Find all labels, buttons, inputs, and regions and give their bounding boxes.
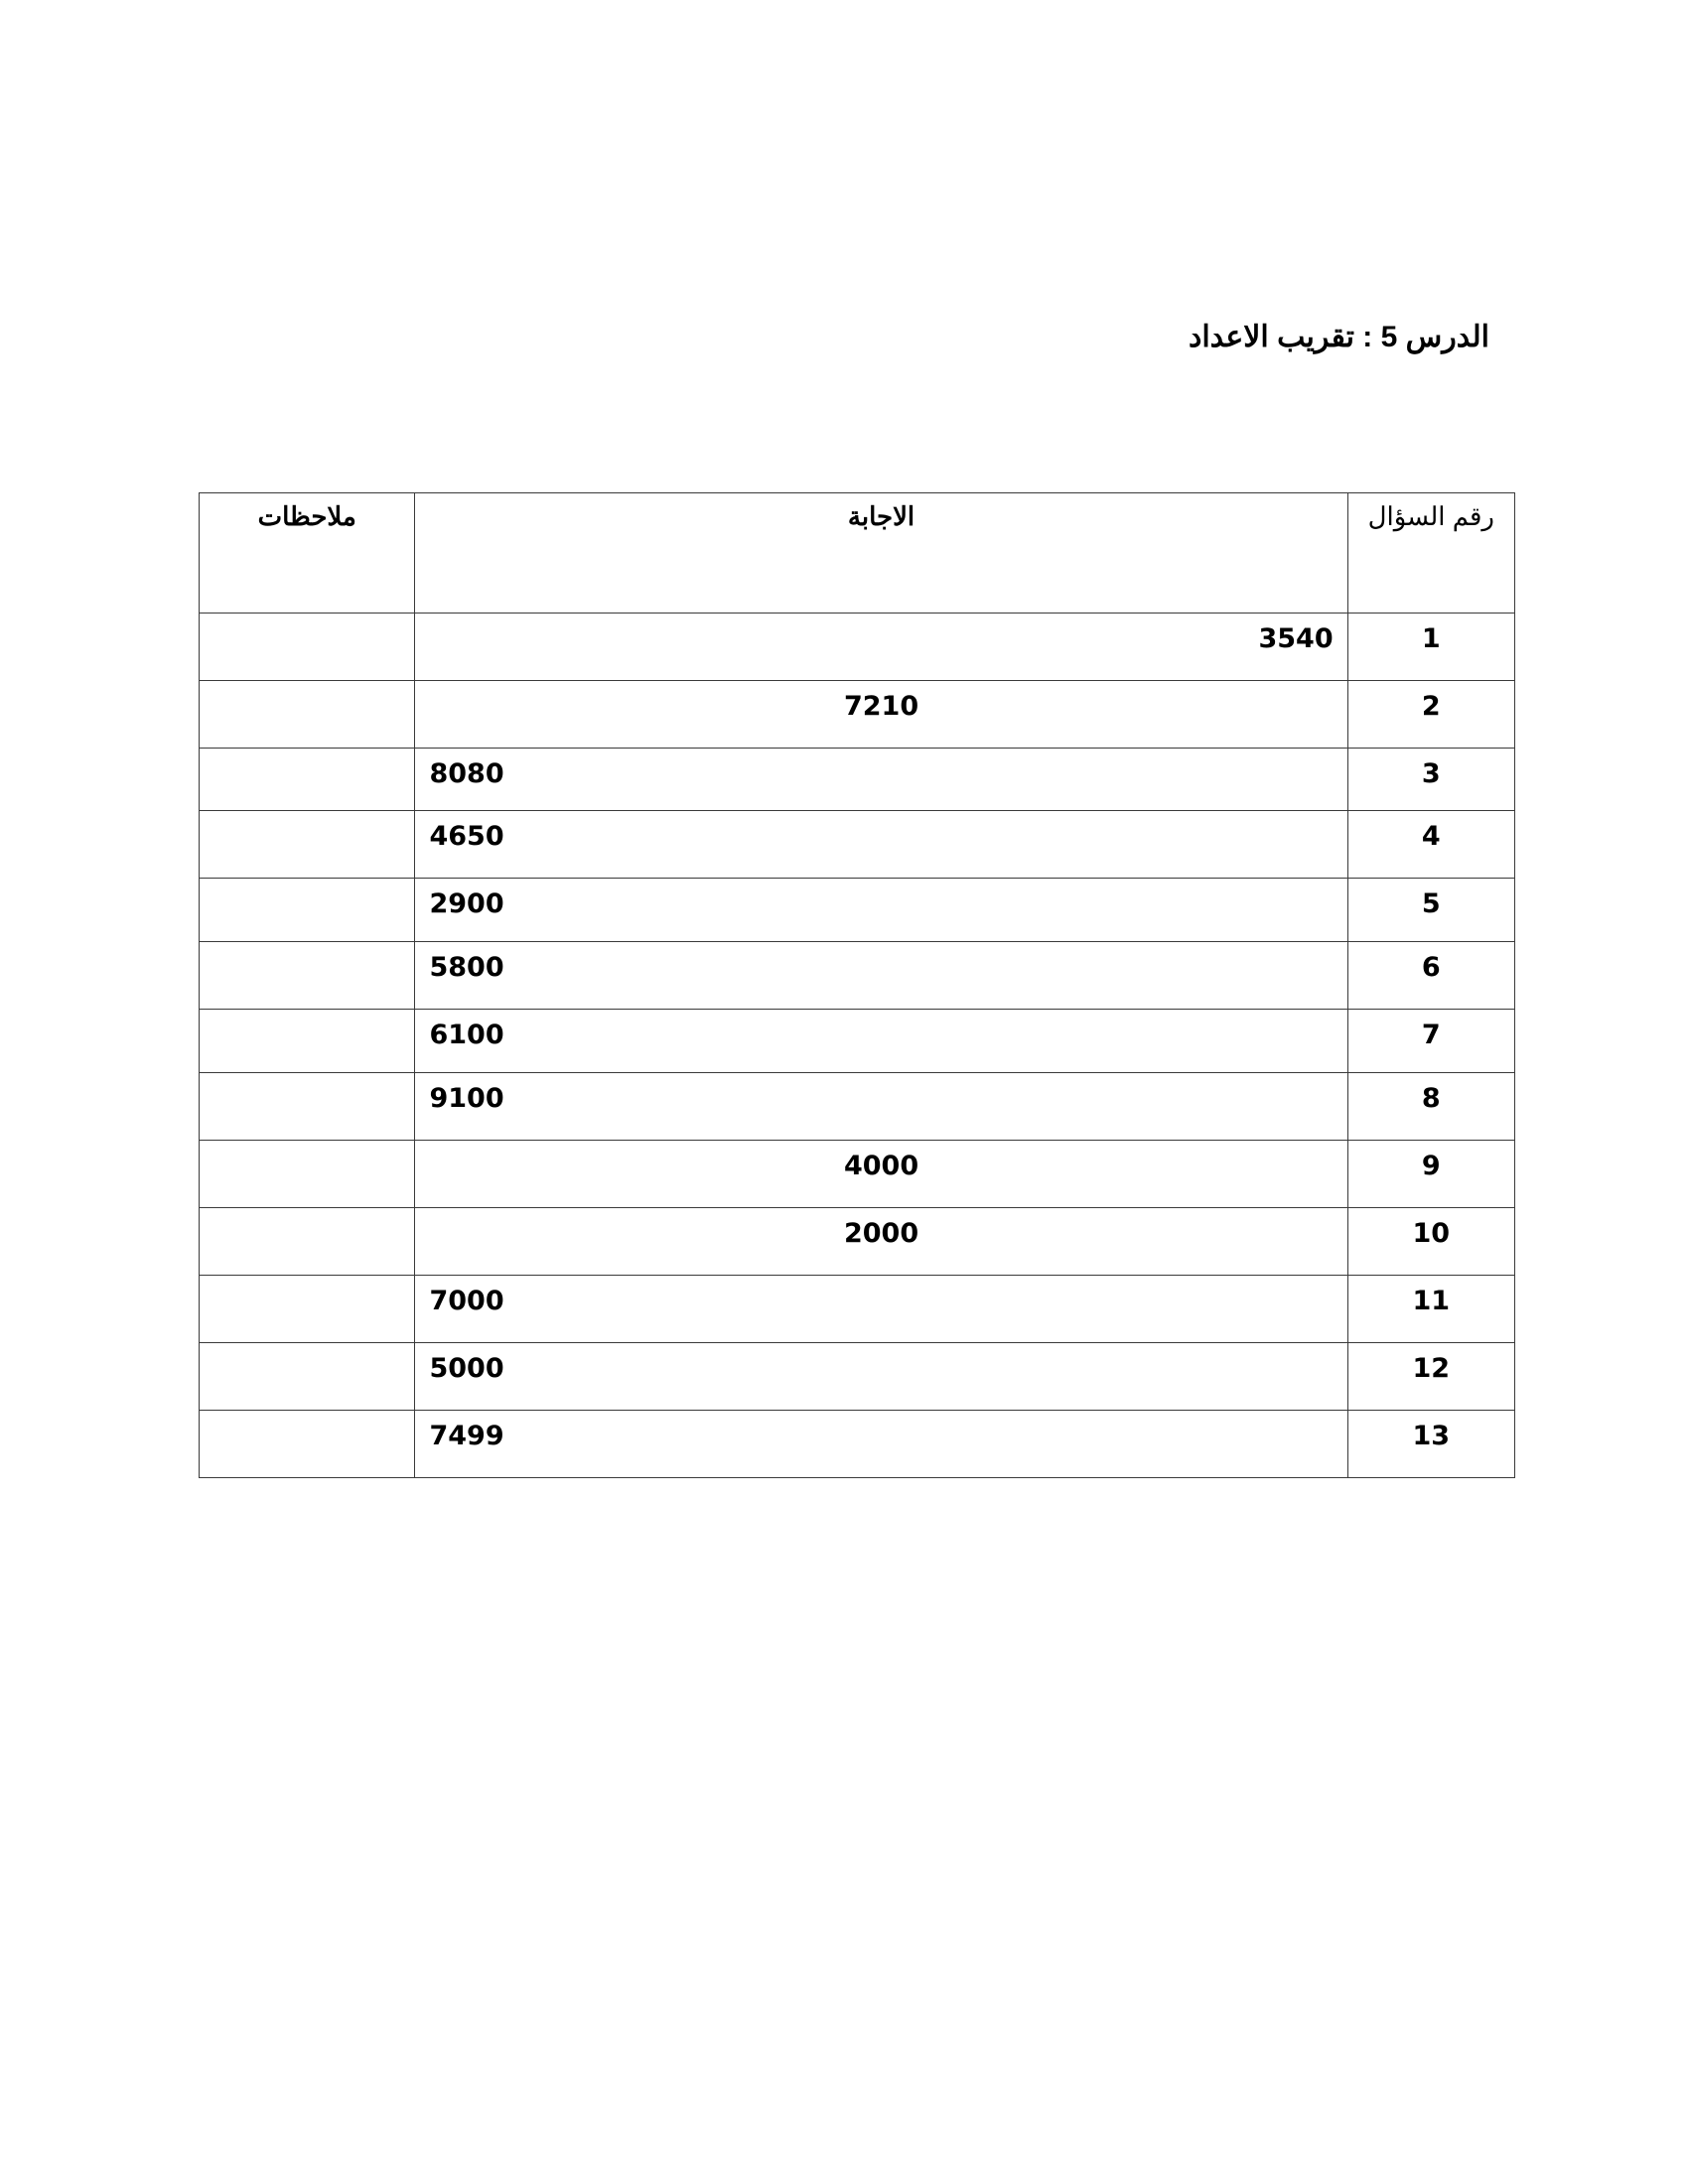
answer-value: 7499 — [429, 1421, 504, 1451]
question-number-cell: 10 — [1347, 1208, 1514, 1276]
answer-cell — [415, 1073, 1347, 1141]
answer-value: 3540 — [1258, 623, 1334, 654]
answers-table — [199, 492, 1515, 1478]
answer-value: 5800 — [429, 952, 504, 983]
answer-cell — [415, 1276, 1347, 1343]
answer-value: 2900 — [429, 888, 504, 919]
answer-cell — [415, 942, 1347, 1010]
notes-cell — [200, 681, 415, 749]
answer-cell — [415, 1010, 1347, 1073]
table-row — [200, 1073, 1515, 1141]
table-header-row — [200, 493, 1515, 614]
table-row — [200, 1276, 1515, 1343]
notes-cell — [200, 1073, 415, 1141]
answer-cell — [415, 681, 1347, 749]
question-number-cell: 11 — [1347, 1276, 1514, 1343]
answer-cell — [415, 1343, 1347, 1411]
question-number-cell: 1 — [1347, 614, 1514, 681]
question-number-cell: 7 — [1347, 1010, 1514, 1073]
answer-cell — [415, 879, 1347, 942]
answer-value: 4000 — [843, 1151, 919, 1181]
notes-cell — [200, 942, 415, 1010]
table-row — [200, 811, 1515, 879]
answer-value: 9100 — [429, 1083, 504, 1114]
table-row — [200, 614, 1515, 681]
table-row — [200, 879, 1515, 942]
answer-value: 2000 — [843, 1218, 919, 1249]
question-number-cell: 8 — [1347, 1073, 1514, 1141]
question-number-cell: 6 — [1347, 942, 1514, 1010]
question-number-cell: 4 — [1347, 811, 1514, 879]
answer-value: 8080 — [429, 758, 504, 789]
notes-cell — [200, 1343, 415, 1411]
answer-cell — [415, 811, 1347, 879]
page-title: الدرس 5 : تقريب الاعداد — [1188, 321, 1489, 353]
answer-value: 5000 — [429, 1353, 504, 1384]
notes-cell — [200, 879, 415, 942]
answer-value: 4650 — [429, 821, 504, 852]
answer-value: 7210 — [843, 691, 919, 722]
notes-cell — [200, 811, 415, 879]
table-row — [200, 681, 1515, 749]
table-row — [200, 1141, 1515, 1208]
table-row — [200, 1343, 1515, 1411]
header-question-number: رقم السؤال — [1347, 493, 1514, 614]
notes-cell — [200, 614, 415, 681]
answer-cell — [415, 1141, 1347, 1208]
question-number-cell: 13 — [1347, 1411, 1514, 1478]
question-number-cell: 3 — [1347, 749, 1514, 811]
answer-cell — [415, 1411, 1347, 1478]
table-row — [200, 1411, 1515, 1478]
table-row — [200, 749, 1515, 811]
question-number-cell: 9 — [1347, 1141, 1514, 1208]
table-row — [200, 942, 1515, 1010]
table-row — [200, 1010, 1515, 1073]
notes-cell — [200, 1411, 415, 1478]
question-number-cell: 12 — [1347, 1343, 1514, 1411]
answer-value: 7000 — [429, 1286, 504, 1316]
notes-cell — [200, 1208, 415, 1276]
notes-cell — [200, 1276, 415, 1343]
notes-cell — [200, 1010, 415, 1073]
answer-cell — [415, 1208, 1347, 1276]
notes-cell — [200, 749, 415, 811]
notes-cell — [200, 1141, 415, 1208]
header-answer: الاجابة — [415, 493, 1347, 614]
answer-cell — [415, 614, 1347, 681]
answer-value: 6100 — [429, 1020, 504, 1050]
answer-cell — [415, 749, 1347, 811]
question-number-cell: 5 — [1347, 879, 1514, 942]
header-notes: ملاحظات — [200, 493, 415, 614]
table-row — [200, 1208, 1515, 1276]
question-number-cell: 2 — [1347, 681, 1514, 749]
